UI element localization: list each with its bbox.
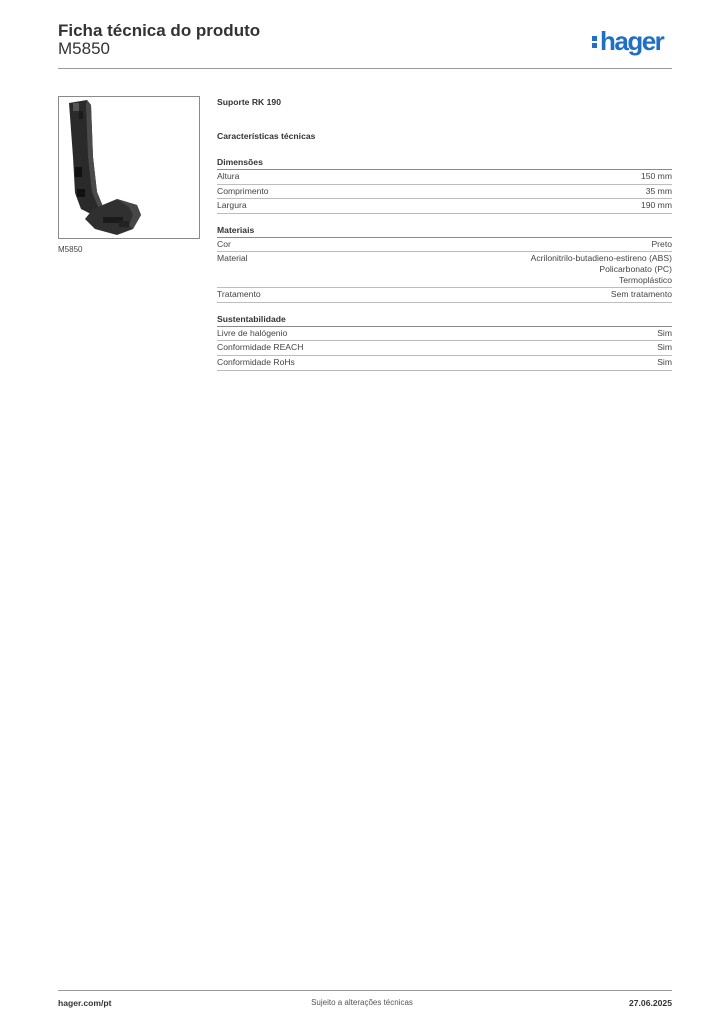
spec-label: Cor: [217, 238, 231, 249]
hager-logo: [592, 28, 663, 54]
spec-value-line: Termoplástico: [618, 274, 672, 285]
logo-text: hager: [600, 26, 664, 56]
document-title: Ficha técnica do produto: [58, 21, 261, 40]
spec-sheet: [217, 96, 672, 381]
spec-row: [217, 238, 672, 253]
footer-divider: [58, 990, 672, 991]
logo-dots-icon: [592, 28, 598, 50]
spec-value: [646, 186, 672, 197]
spec-value: [657, 357, 672, 368]
spec-value: [641, 171, 672, 182]
spec-section: [217, 156, 672, 214]
spec-sections: [217, 156, 672, 371]
product-image: [58, 96, 200, 239]
footer-notice: Sujeito a alterações técnicas: [311, 998, 413, 1007]
spec-label: Material: [217, 253, 248, 264]
spec-value-line: Preto: [651, 238, 672, 249]
spec-row: [217, 252, 672, 288]
product-name: Suporte RK 190: [217, 97, 281, 107]
spec-value-line: 35 mm: [645, 185, 672, 196]
spec-label: Conformidade RoHs: [217, 356, 295, 367]
spec-row: [217, 356, 672, 371]
spec-value: [651, 239, 672, 250]
spec-value: [531, 253, 672, 285]
section-title: Materiais: [217, 224, 672, 238]
spec-value-line: Sem tratamento: [610, 289, 672, 300]
spec-row: [217, 170, 672, 185]
spec-value-line: Policarbonato (PC): [599, 263, 672, 274]
spec-value-line: Sim: [657, 342, 672, 353]
spec-value-line: Sim: [657, 356, 672, 367]
spec-value-line: 190 mm: [640, 200, 672, 211]
image-caption: M5850: [58, 245, 83, 254]
spec-value: [611, 289, 672, 300]
characteristics-title: Características técnicas: [217, 131, 316, 141]
header-divider: [58, 68, 672, 69]
spec-value: [641, 200, 672, 211]
spec-value-line: Sim: [657, 327, 672, 338]
spec-row: [217, 327, 672, 342]
footer-website: hager.com/pt: [58, 998, 112, 1008]
spec-label: Conformidade REACH: [217, 342, 304, 353]
bracket-illustration-icon: [59, 97, 199, 238]
footer-date: 27.06.2025: [628, 998, 672, 1008]
spec-row: [217, 288, 672, 303]
spec-row: [217, 199, 672, 214]
product-reference: M5850: [58, 39, 110, 58]
spec-section: [217, 224, 672, 303]
spec-value-line: 150 mm: [640, 171, 672, 181]
spec-label: Livre de halógenio: [217, 327, 288, 338]
spec-value: [657, 342, 672, 353]
spec-label: Largura: [217, 200, 247, 211]
spec-value: [657, 328, 672, 339]
section-title: Dimensões: [217, 156, 672, 170]
spec-label: Altura: [217, 171, 240, 181]
spec-section: [217, 313, 672, 371]
spec-value-line: Acrilonitrilo-butadieno-estireno (ABS): [530, 253, 672, 264]
spec-row: [217, 185, 672, 200]
section-title: Sustentabilidade: [217, 313, 672, 327]
spec-label: Tratamento: [217, 289, 261, 300]
spec-label: Comprimento: [217, 185, 269, 196]
spec-row: [217, 341, 672, 356]
